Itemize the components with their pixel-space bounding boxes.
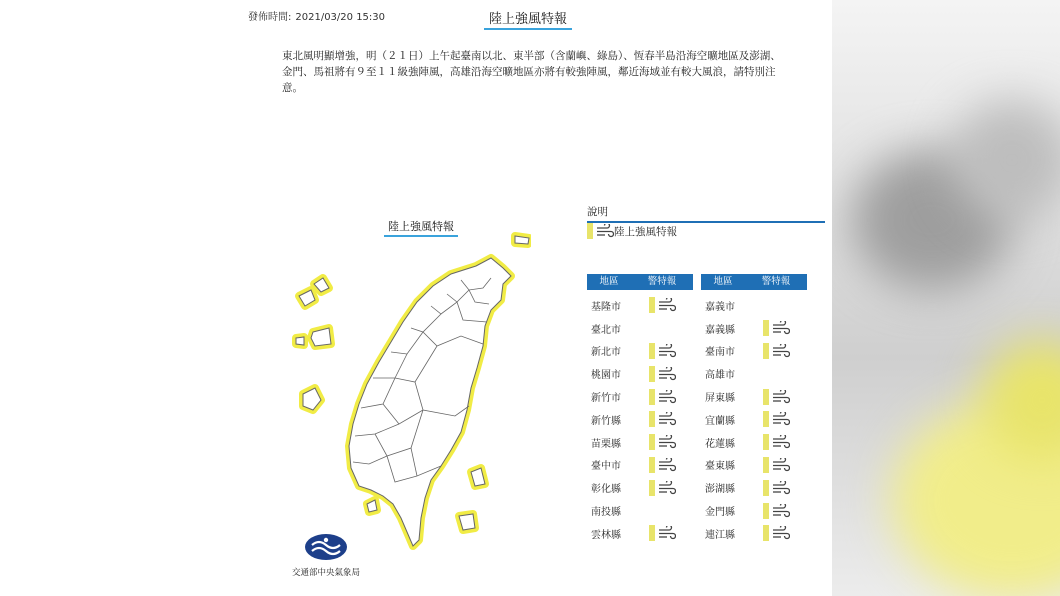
table-row bbox=[701, 499, 807, 522]
table-row bbox=[587, 499, 693, 522]
legend-label: 陸上強風特報 bbox=[614, 225, 677, 238]
warning-swatch bbox=[649, 457, 655, 473]
cwb-logo bbox=[288, 533, 364, 578]
strong-wind-icon bbox=[772, 435, 790, 449]
table-row bbox=[587, 454, 693, 477]
strong-wind-icon bbox=[772, 504, 790, 518]
cwb-emblem bbox=[304, 533, 348, 561]
region-name: 雲林縣 bbox=[591, 529, 621, 541]
strong-wind-icon bbox=[772, 458, 790, 472]
table-row bbox=[587, 385, 693, 408]
table-row bbox=[701, 431, 807, 454]
region-name: 連江縣 bbox=[705, 529, 735, 541]
table-row bbox=[701, 476, 807, 499]
area-column-header: 地區 bbox=[599, 276, 619, 287]
table-row bbox=[701, 408, 807, 431]
warning-page bbox=[236, 0, 832, 596]
table-row bbox=[701, 294, 807, 317]
region-table-right bbox=[701, 274, 807, 545]
region-name: 屏東縣 bbox=[705, 393, 735, 405]
region-name: 臺南市 bbox=[705, 347, 735, 359]
region-name: 金門縣 bbox=[705, 507, 735, 519]
warning-indicator bbox=[649, 525, 676, 541]
strong-wind-icon bbox=[658, 367, 676, 381]
strong-wind-icon bbox=[596, 224, 614, 238]
table-row bbox=[587, 408, 693, 431]
taiwan-map bbox=[291, 228, 531, 558]
warning-swatch bbox=[763, 434, 769, 450]
warning-indicator bbox=[649, 480, 676, 496]
warning-indicator bbox=[763, 320, 790, 336]
region-name: 新竹縣 bbox=[591, 415, 621, 427]
region-name: 苗栗縣 bbox=[591, 438, 621, 450]
warning-swatch bbox=[763, 480, 769, 496]
table-row bbox=[587, 294, 693, 317]
region-name: 南投縣 bbox=[591, 507, 621, 519]
legend-item bbox=[587, 223, 677, 239]
county-map bbox=[296, 236, 529, 546]
warning-indicator bbox=[763, 434, 790, 450]
warning-column-header: 警特報 bbox=[647, 276, 677, 287]
warning-swatch bbox=[763, 503, 769, 519]
strong-wind-icon bbox=[658, 390, 676, 404]
warning-swatch bbox=[763, 457, 769, 473]
region-name: 臺中市 bbox=[591, 461, 621, 473]
warning-bulletin: 東北風明顯增強，明（２１日）上午起臺南以北、東半部（含蘭嶼、綠島）、恆春半島沿海空曠地區及澎湖、金門、馬祖將有９至１１級強陣風，高雄沿海空曠地區亦將有較強陣風，鄰近海域並有較大風浪，請特別注意。 bbox=[282, 50, 781, 94]
strong-wind-icon bbox=[658, 298, 676, 312]
warning-swatch bbox=[763, 411, 769, 427]
warning-indicator bbox=[763, 343, 790, 359]
region-name: 嘉義市 bbox=[705, 301, 735, 313]
table-row bbox=[701, 362, 807, 385]
warning-swatch bbox=[649, 525, 655, 541]
warning-indicator bbox=[763, 457, 790, 473]
warning-indicator bbox=[649, 389, 676, 405]
region-name: 宜蘭縣 bbox=[705, 415, 735, 427]
warning-column-header: 警特報 bbox=[761, 276, 791, 287]
strong-wind-icon bbox=[772, 412, 790, 426]
warning-indicator bbox=[649, 366, 676, 382]
table-row bbox=[587, 522, 693, 545]
region-name: 臺北市 bbox=[591, 324, 621, 336]
strong-wind-icon bbox=[772, 321, 790, 335]
warning-swatch bbox=[649, 411, 655, 427]
warning-swatch bbox=[649, 480, 655, 496]
table-row bbox=[701, 317, 807, 340]
table-row bbox=[587, 476, 693, 499]
warning-indicator bbox=[649, 297, 676, 313]
legend-swatch bbox=[587, 223, 593, 239]
table-header bbox=[701, 274, 807, 290]
table-row bbox=[587, 431, 693, 454]
strong-wind-icon bbox=[658, 481, 676, 495]
region-name: 桃園市 bbox=[591, 370, 621, 382]
warning-swatch bbox=[649, 434, 655, 450]
warning-swatch bbox=[649, 389, 655, 405]
strong-wind-icon bbox=[658, 344, 676, 358]
table-header bbox=[587, 274, 693, 290]
warning-swatch bbox=[649, 343, 655, 359]
strong-wind-icon bbox=[772, 390, 790, 404]
warning-indicator bbox=[763, 525, 790, 541]
warning-indicator bbox=[649, 343, 676, 359]
issue-time-value: 2021/03/20 15:30 bbox=[295, 12, 386, 23]
warning-swatch bbox=[763, 320, 769, 336]
region-name: 基隆市 bbox=[591, 301, 621, 313]
warning-swatch bbox=[649, 297, 655, 313]
region-name: 高雄市 bbox=[705, 370, 735, 382]
warning-indicator bbox=[649, 411, 676, 427]
region-name: 臺東縣 bbox=[705, 461, 735, 473]
warning-indicator bbox=[763, 411, 790, 427]
strong-wind-icon bbox=[658, 435, 676, 449]
warning-indicator bbox=[649, 457, 676, 473]
table-row bbox=[587, 362, 693, 385]
region-name: 新北市 bbox=[591, 347, 621, 359]
map-title: 陸上強風特報 bbox=[384, 218, 458, 237]
page-title: 陸上強風特報 bbox=[484, 8, 572, 30]
table-row bbox=[701, 522, 807, 545]
warning-indicator bbox=[649, 434, 676, 450]
strong-wind-icon bbox=[772, 526, 790, 540]
warning-indicator bbox=[763, 480, 790, 496]
region-name: 澎湖縣 bbox=[705, 484, 735, 496]
region-name: 嘉義縣 bbox=[705, 324, 735, 336]
warning-swatch bbox=[763, 525, 769, 541]
table-row bbox=[701, 454, 807, 477]
strong-wind-icon bbox=[658, 526, 676, 540]
issue-time-label: 發佈時間: bbox=[248, 12, 292, 23]
issue-time bbox=[248, 8, 385, 23]
table-row bbox=[701, 385, 807, 408]
agency-name: 交通部中央氣象局 bbox=[291, 568, 360, 578]
warning-swatch bbox=[649, 366, 655, 382]
table-row bbox=[701, 340, 807, 363]
table-row bbox=[587, 340, 693, 363]
region-name: 彰化縣 bbox=[591, 484, 621, 496]
region-name: 花蓮縣 bbox=[705, 438, 735, 450]
strong-wind-icon bbox=[658, 412, 676, 426]
right-background bbox=[832, 0, 1060, 596]
region-table-left bbox=[587, 274, 693, 545]
region-name: 新竹市 bbox=[591, 393, 621, 405]
warning-swatch bbox=[763, 389, 769, 405]
left-background bbox=[0, 0, 236, 596]
table-row bbox=[587, 317, 693, 340]
strong-wind-icon bbox=[772, 481, 790, 495]
warning-indicator bbox=[763, 503, 790, 519]
warning-swatch bbox=[763, 343, 769, 359]
legend-heading: 說明 bbox=[587, 204, 825, 223]
strong-wind-icon bbox=[772, 344, 790, 358]
area-column-header: 地區 bbox=[713, 276, 733, 287]
strong-wind-icon bbox=[658, 458, 676, 472]
warning-indicator bbox=[763, 389, 790, 405]
